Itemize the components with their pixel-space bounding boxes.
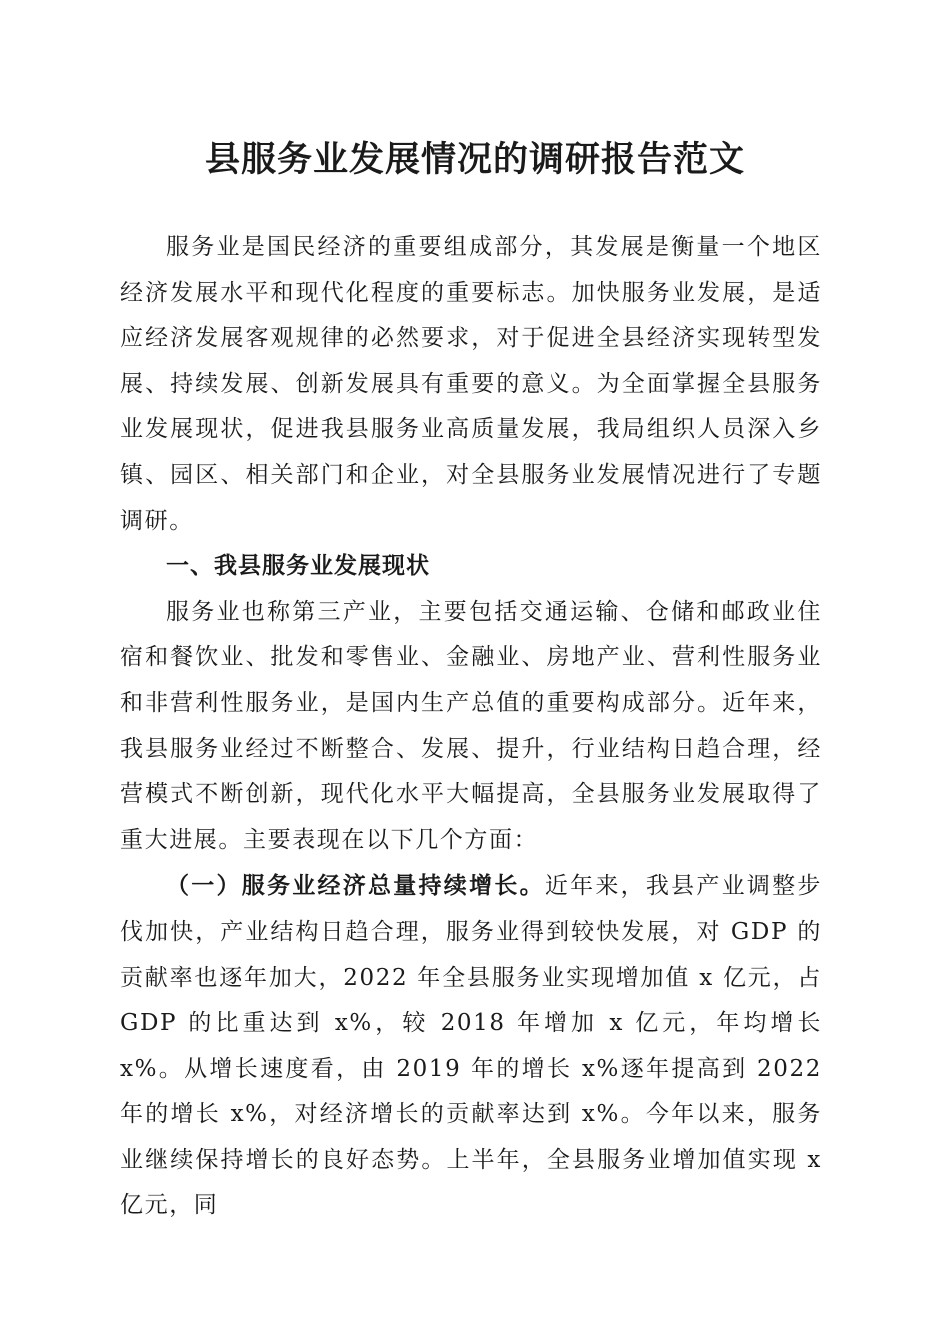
section-1-paragraph: 服务业也称第三产业，主要包括交通运输、仓储和邮政业住宿和餐饮业、批发和零售业、金融业、房地产业、营利性服务业和非营利性服务业，是国内生产总值的重要构成部分。近年来，我县服务业经过不断整合、发展、提升，行业结构日趋合理，经营模式不断创新，现代化水平大幅提高，全县服务业发展取得了重大进展。主要表现在以下几个方面： [120,598,822,853]
document-body [120,225,822,1229]
subsection-1-paragraph [120,863,822,1229]
subsection-1-lead: （一）服务业经济总量持续增长。 [166,872,545,900]
document-title: 县服务业发展情况的调研报告范文 [204,139,745,180]
section-heading-1: 一、我县服务业发展现状 [166,553,430,580]
intro-paragraph: 服务业是国民经济的重要组成部分，其发展是衡量一个地区经济发展水平和现代化程度的重要标志。加快服务业发展，是适应经济发展客观规律的必然要求，对于促进全县经济实现转型发展、持续发展、创新发展具有重要的意义。为全面掌握全县服务业发展现状，促进我县服务业高质量发展，我局组织人员深入乡镇、园区、相关部门和企业，对全县服务业发展情况进行了专题调研。 [120,234,822,534]
subsection-1-text: 近年来，我县产业调整步伐加快，产业结构日趋合理，服务业得到较快发展，对 GDP 的贡献率也逐年加大，2022 年全县服务业实现增加值 x 亿元，占 GDP 的比重达到 x%，较 2018 年增加 x 亿元，年均增长 x%。从增长速度看，由 2019 年的增长 x%逐年提高到 2022 年的增长 x%，对经济增长的贡献率达到 x%。今年以来，服务业继续保持增长的良好态势。上半年，全县服务业增加值实现 x 亿元，同 [120,873,822,1219]
